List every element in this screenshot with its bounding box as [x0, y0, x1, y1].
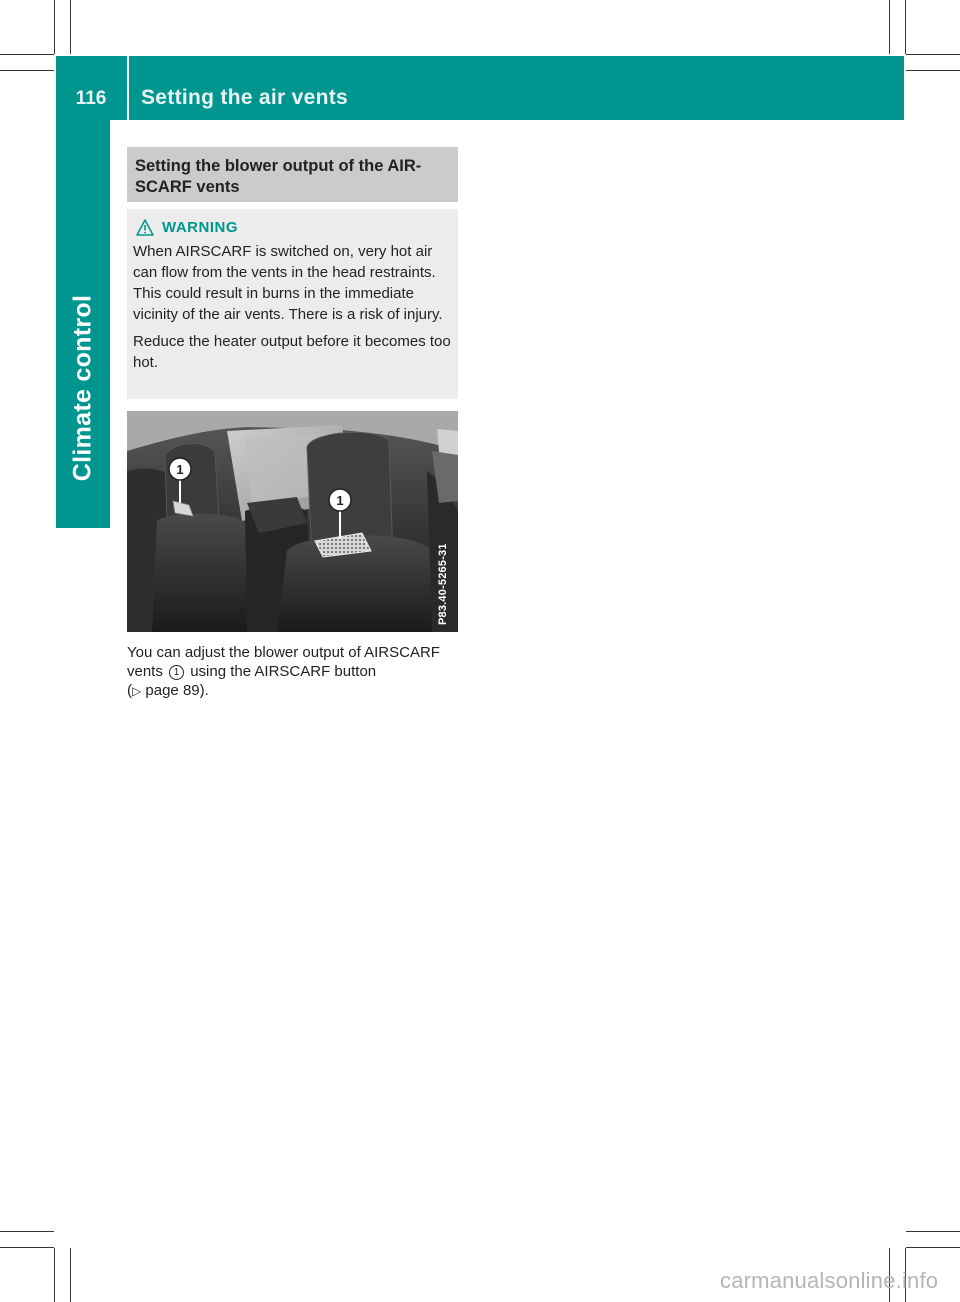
watermark: carmanualsonline.info [720, 1268, 939, 1293]
callout-label: 1 [176, 462, 184, 477]
figure-code: P83.40-5265-31 [437, 543, 449, 625]
body-text-before: You can adjust the blower output of AIRSCARF vents [127, 644, 440, 680]
body-paragraph: You can adjust the blower output of AIRSCARF vents 1 using the AIRSCARF button (▷ page 89). [127, 644, 440, 699]
page-number: 116 [75, 88, 107, 109]
warning-triangle-icon [136, 219, 154, 236]
page-reference-link[interactable]: page 89). [145, 682, 209, 699]
crop-mark [0, 1247, 54, 1248]
section-heading [127, 147, 458, 202]
body-text-after: using the AIRSCARF button [190, 663, 377, 680]
crop-mark [906, 70, 960, 71]
crop-mark [70, 0, 71, 54]
crop-mark [70, 1248, 71, 1302]
crop-mark [54, 1248, 55, 1302]
crop-mark [54, 0, 55, 54]
callout-label: 1 [336, 493, 344, 508]
crop-mark [889, 0, 890, 54]
warning-header [133, 215, 452, 239]
crop-mark [0, 1231, 54, 1232]
warning-title: WARNING [162, 218, 238, 236]
crop-mark [0, 54, 54, 55]
triangle-right-icon: ▷ [132, 684, 142, 698]
crop-mark [905, 0, 906, 54]
running-title: Setting the air vents [141, 86, 349, 109]
car-interior-illustration [127, 411, 458, 632]
section-heading-text: Setting the blower output of the AIR-SCARF vents [135, 157, 422, 196]
crop-mark [906, 1231, 960, 1232]
warning-paragraph: Reduce the heater output before it becomes too hot. [133, 333, 451, 371]
crop-mark [0, 70, 54, 71]
crop-mark [906, 1247, 960, 1248]
warning-box [127, 209, 458, 399]
callout-reference: 1 [169, 665, 184, 680]
airscarf-vents-figure [127, 411, 458, 632]
crop-mark [906, 54, 960, 55]
chapter-side-label: Climate control [68, 294, 97, 482]
warning-paragraph: When AIRSCARF is switched on, very hot air can flow from the vents in the head restraints. This could result in burns in the immediate vicinity of the air vents. There is a risk of injury. [133, 243, 443, 323]
header-divider [127, 56, 129, 120]
